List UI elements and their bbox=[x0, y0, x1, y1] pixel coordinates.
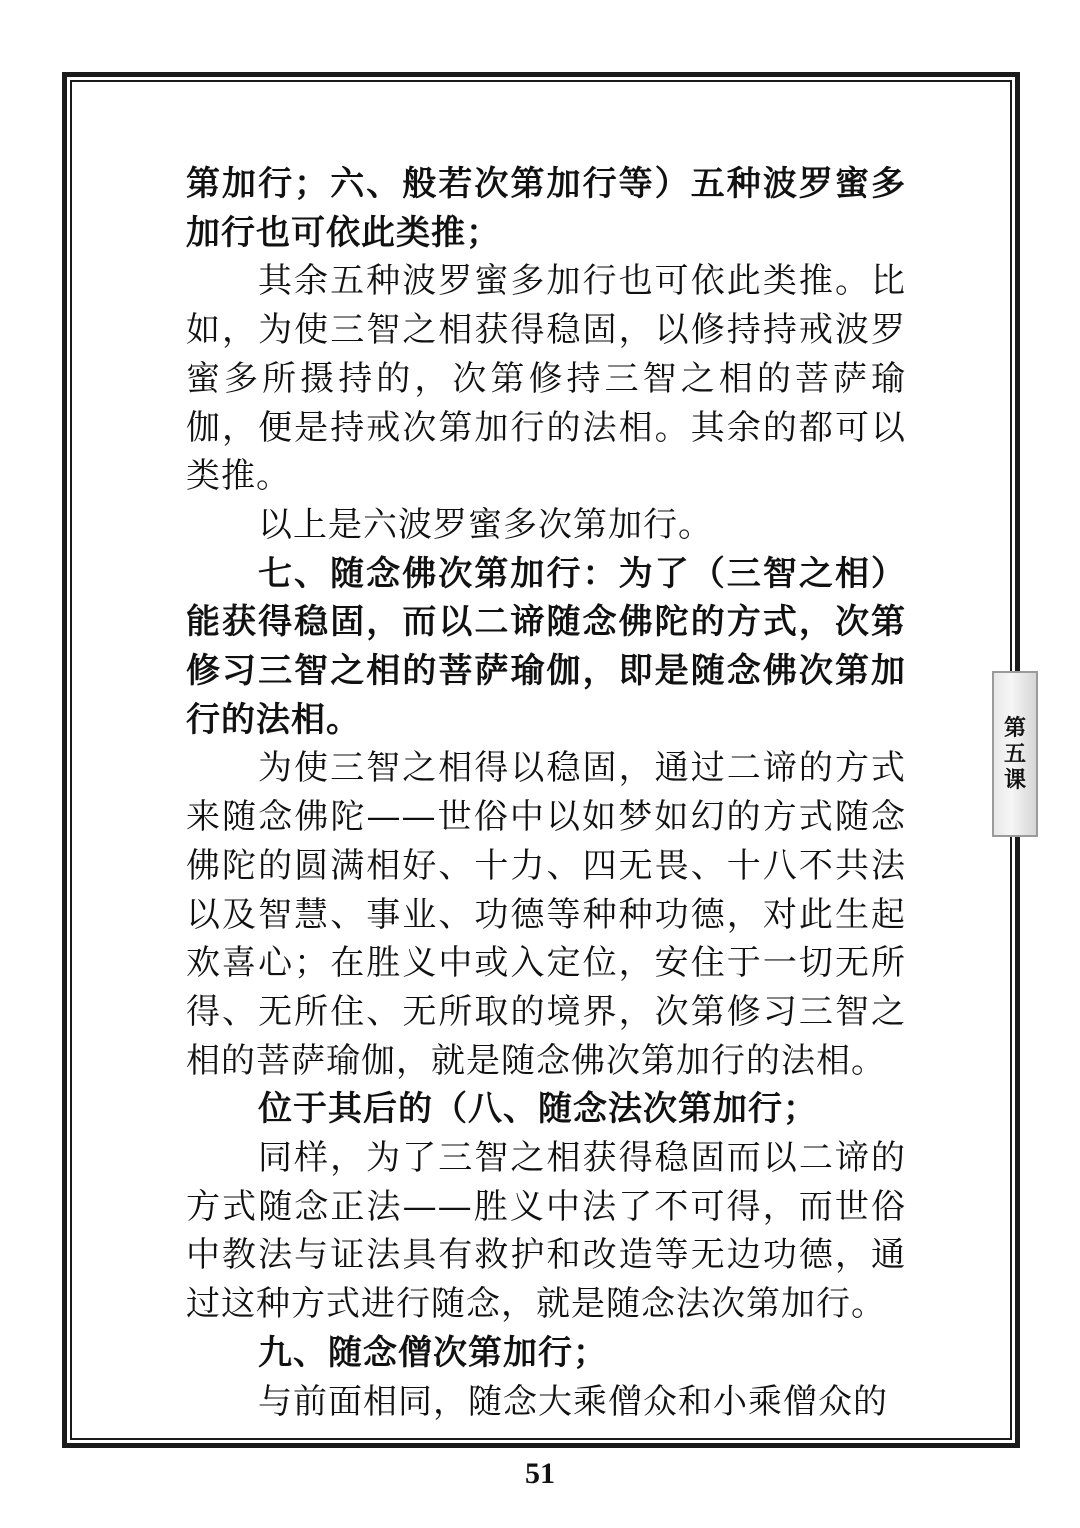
paragraph-recollection-dharma: 同样，为了三智之相获得稳固而以二谛的方式随念正法——胜义中法了不可得，而世俗中教法与证法具有救护和改造等无边功德，通过这种方式进行随念，就是随念法次第加行。 bbox=[186, 1138, 906, 1325]
page-body bbox=[186, 160, 906, 1426]
paragraph-other-paramitas: 其余五种波罗蜜多加行也可依此类推。比如，为使三智之相获得稳固，以修持持戒波罗蜜多所摄持的，次第修持三智之相的菩萨瑜伽，便是持戒次第加行的法相。其余的都可以类推。 bbox=[186, 261, 906, 497]
paragraph-recollection-buddha: 为使三智之相得以稳固，通过二谛的方式来随念佛陀——世俗中以如梦如幻的方式随念佛陀的圆满相好、十力、四无畏、十八不共法以及智慧、事业、功德等种种功德，对此生起欢喜心；在胜义中或入定位，安住于一切无所得、无所住、无所取的境界，次第修习三智之相的菩萨瑜伽，就是随念佛次第加行的法相。 bbox=[186, 748, 906, 1081]
page-number: 51 bbox=[525, 1457, 555, 1490]
heading-recollection-sangha: 九、随念僧次第加行； bbox=[258, 1332, 608, 1373]
paragraph-continuation: 第加行；六、般若次第加行等）五种波罗蜜多加行也可依此类推； bbox=[186, 164, 906, 253]
side-tab-char: 课 bbox=[1003, 767, 1026, 793]
side-tab-char: 五 bbox=[1003, 741, 1026, 767]
paragraph-summary: 以上是六波罗蜜多次第加行。 bbox=[258, 504, 713, 545]
side-tab-char: 第 bbox=[1003, 715, 1026, 741]
heading-recollection-buddha: 七、随念佛次第加行：为了（三智之相）能获得稳固，而以二谛随念佛陀的方式，次第修习三智之相的菩萨瑜伽，即是随念佛次第加行的法相。 bbox=[186, 553, 906, 740]
heading-recollection-dharma: 位于其后的（八、随念法次第加行； bbox=[258, 1089, 818, 1130]
chapter-side-tab bbox=[992, 671, 1038, 837]
paragraph-recollection-sangha: 与前面相同，随念大乘僧众和小乘僧众的 bbox=[258, 1381, 888, 1422]
